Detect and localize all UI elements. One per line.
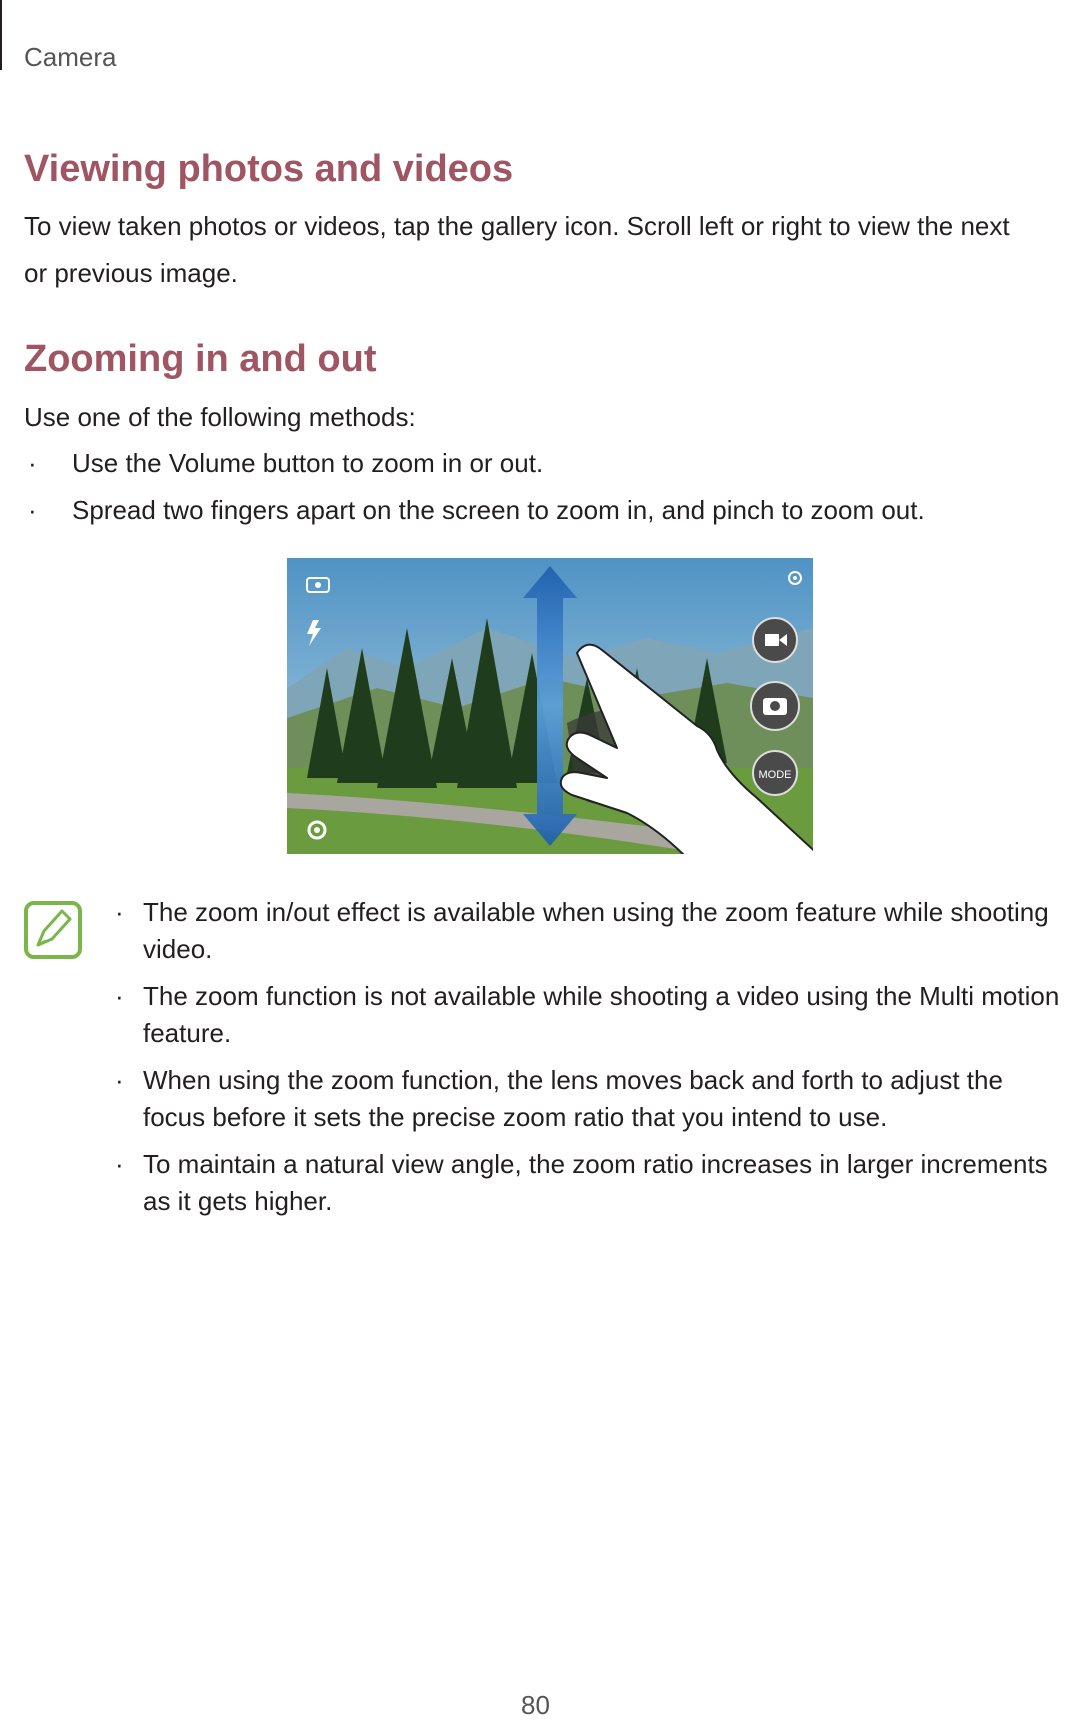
- bullet-dot: ·: [28, 448, 37, 478]
- bullet-dot: ·: [115, 1149, 124, 1179]
- zoom-method-volume: Use the Volume button to zoom in or out.: [72, 448, 544, 478]
- mode-label: MODE: [758, 769, 792, 781]
- video-record-icon: [753, 618, 797, 662]
- note-item: [115, 978, 1065, 1052]
- note-list: [115, 894, 1065, 1230]
- note-text: The zoom in/out effect is available when using the zoom feature while shooting video.: [143, 897, 1049, 964]
- note-item: [115, 1062, 1065, 1136]
- note-icon: [24, 901, 82, 959]
- shutter-icon: [751, 682, 799, 730]
- note-text: When using the zoom function, the lens moves back and forth to adjust the focus before it sets the precise zoom ratio that you intend to use.: [143, 1065, 1003, 1132]
- zoom-method-pinch: Spread two fingers apart on the screen to zoom in, and pinch to zoom out.: [72, 495, 925, 525]
- heading-zooming: Zooming in and out: [24, 338, 377, 380]
- page-number: 80: [521, 1690, 550, 1720]
- note-item: [115, 1146, 1065, 1220]
- viewing-paragraph: To view taken photos or videos, tap the gallery icon. Scroll left or right to view the next or previous image.: [24, 211, 1010, 288]
- mode-button: [753, 751, 797, 795]
- note-text: To maintain a natural view angle, the zoom ratio increases in larger increments as it gets higher.: [143, 1149, 1048, 1216]
- note-text: The zoom function is not available while shooting a video using the Multi motion feature.: [143, 981, 1060, 1048]
- bullet-dot: ·: [115, 1065, 124, 1095]
- heading-viewing-photos: Viewing photos and videos: [24, 148, 514, 190]
- bullet-dot: ·: [28, 495, 37, 525]
- section-label: Camera: [24, 42, 117, 72]
- note-item: [115, 894, 1065, 968]
- header-rule: [0, 0, 2, 70]
- camera-zoom-illustration: [287, 558, 813, 854]
- zoom-intro: Use one of the following methods:: [24, 402, 416, 432]
- bullet-dot: ·: [115, 981, 124, 1011]
- bullet-dot: ·: [115, 897, 124, 927]
